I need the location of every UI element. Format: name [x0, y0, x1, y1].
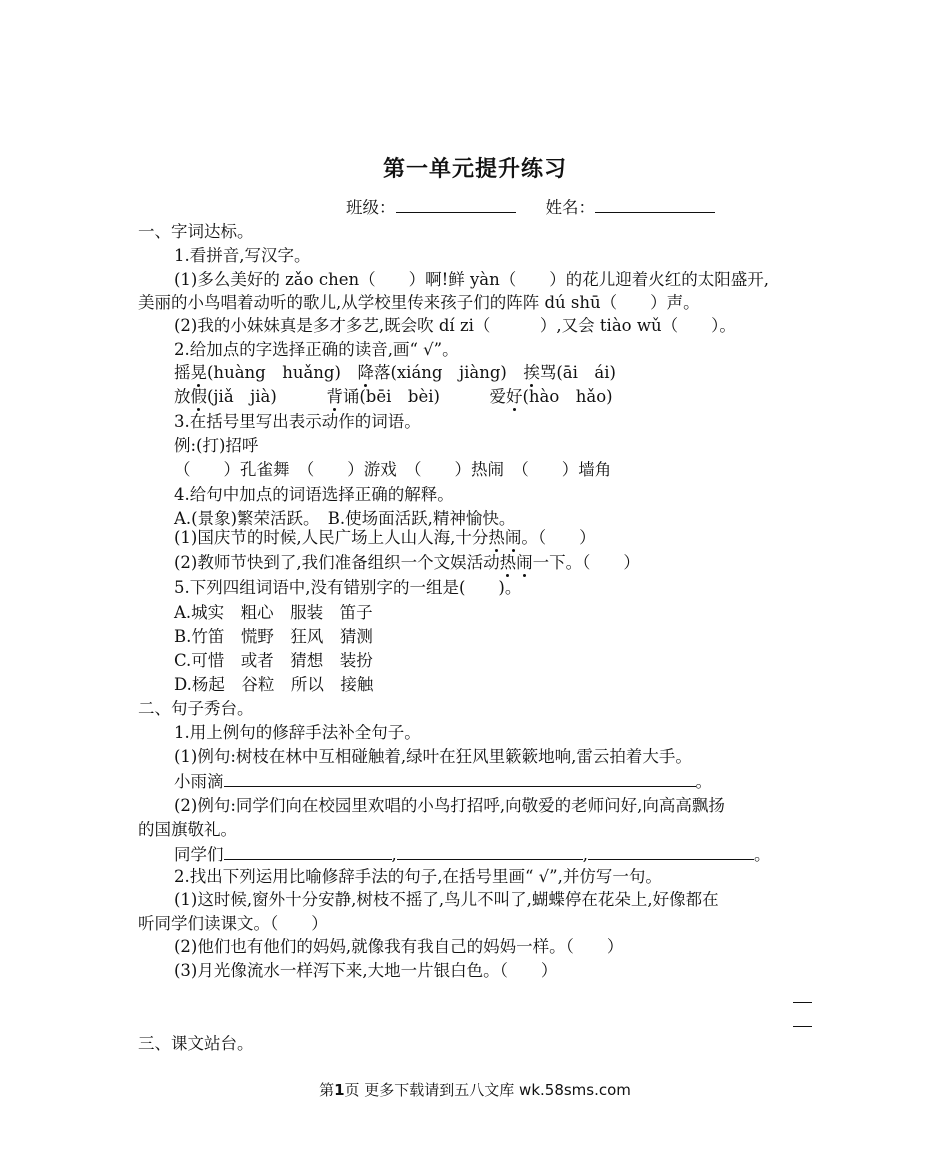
- dotted-char: 背: [326, 387, 343, 406]
- dotted-char: 好: [505, 387, 523, 406]
- answer-dash: [793, 1002, 812, 1003]
- page-footer: 第1页 更多下载请到五八文库 wk.58sms.com: [319, 1081, 631, 1099]
- q2-row2: 放假(jiǎ jià) 背诵(bēi bèi) 爱好(hào hǎo): [174, 387, 613, 406]
- section3-heading: 三、课文站台。: [138, 1034, 254, 1053]
- dotted-char: 热: [488, 528, 505, 547]
- header-fields: [346, 196, 715, 218]
- page-number: 1: [334, 1081, 345, 1099]
- q1-label: 1.看拼音,写汉字。: [174, 246, 311, 265]
- q1-line2: 美丽的小鸟唱着动听的歌儿,从学校里传来孩子们的阵阵 dú shū（ ）声。: [138, 293, 700, 312]
- dotted-char: 挨: [523, 363, 540, 382]
- s2q1-answer1: 小雨滴 。: [174, 772, 712, 791]
- s2q1-label: 1.用上例句的修辞手法补全句子。: [174, 723, 421, 742]
- answer-blank[interactable]: [588, 843, 754, 860]
- q4-label: 4.给句中加点的词语选择正确的解释。: [174, 485, 454, 504]
- class-label: 班级：: [346, 198, 396, 217]
- q4-sentence1: (1)国庆节的时候,人民广场上人山人海,十分热闹。（ ）: [174, 528, 596, 547]
- s2q2-label: 2.找出下列运用比喻修辞手法的句子,在括号里画“ √”,并仿写一句。: [174, 867, 662, 886]
- s2q2-sentence2: (2)他们也有他们的妈妈,就像我有我自己的妈妈一样。（ ）: [174, 937, 624, 956]
- s2q2-sentence1a: (1)这时候,窗外十分安静,树枝不摇了,鸟儿不叫了,蝴蝶停在花朵上,好像都在: [174, 890, 719, 909]
- dotted-char: 闹: [504, 528, 522, 547]
- section2-heading: 二、句子秀台。: [138, 699, 254, 718]
- dotted-char: 降: [357, 363, 374, 382]
- q5-option-b: B.竹笛 慌野 狂风 猜测: [174, 627, 373, 646]
- name-label: 姓名：: [545, 198, 595, 217]
- q4-options: A.(景象)繁荣活跃。 B.使场面活跃,精神愉快。: [174, 509, 516, 528]
- q3-label: 3.在括号里写出表示动作的词语。: [174, 412, 421, 431]
- q1-line3: (2)我的小妹妹真是多才多艺,既会吹 dí zi（ ）,又会 tiào wǔ（ ）。: [174, 316, 736, 335]
- q2-row1: 摇晃(huàng huǎng) 降落(xiáng jiàng) 挨骂(āi ái): [174, 363, 616, 382]
- name-blank[interactable]: [595, 196, 715, 213]
- dotted-char: 晃: [190, 363, 207, 382]
- answer-dash: [793, 1026, 812, 1027]
- dotted-char: 假: [190, 387, 207, 406]
- q1-line1: (1)多么美好的 zǎo chen（ ）啊!鲜 yàn（ ）的花儿迎着火红的太阳盛开,: [174, 270, 769, 289]
- s2q2-sentence1b: 听同学们读课文。（ ）: [138, 914, 328, 933]
- q3-items: （ ）孔雀舞 （ ）游戏 （ ）热闹 （ ）墙角: [174, 460, 612, 479]
- q5-option-c: C.可惜 或者 猜想 装扮: [174, 651, 373, 670]
- answer-blank[interactable]: [224, 770, 696, 787]
- answer-blank[interactable]: [397, 843, 583, 860]
- s2q1-example1: (1)例句:树枝在林中互相碰触着,绿叶在狂风里簌簌地响,雷云拍着大手。: [174, 747, 692, 766]
- page-title: 第一单元提升练习: [382, 157, 567, 182]
- s2q1-example2b: 的国旗敬礼。: [138, 820, 237, 839]
- s2q1-answer2: 同学们 , , 。: [174, 845, 771, 864]
- s2q2-sentence3: (3)月光像流水一样泻下来,大地一片银白色。（ ）: [174, 961, 558, 980]
- class-blank[interactable]: [396, 196, 516, 213]
- q5-option-d: D.杨起 谷粒 所以 接触: [174, 675, 374, 694]
- section1-heading: 一、字词达标。: [138, 222, 254, 241]
- answer-blank[interactable]: [224, 843, 392, 860]
- q3-example: 例:(打)招呼: [174, 436, 259, 455]
- dotted-char: 热: [499, 553, 517, 572]
- q2-label: 2.给加点的字选择正确的读音,画“ √”。: [174, 340, 459, 359]
- s2q1-example2a: (2)例句:同学们向在校园里欢唱的小鸟打招呼,向敬爱的老师问好,向高高飘扬: [174, 796, 725, 815]
- q4-sentence2: (2)教师节快到了,我们准备组织一个文娱活动热闹一下。（ ）: [174, 553, 640, 572]
- dotted-char: 闹: [516, 553, 533, 572]
- q5-option-a: A.城实 粗心 服装 笛子: [174, 603, 373, 622]
- q5-label: 5.下列四组词语中,没有错别字的一组是( )。: [174, 578, 522, 597]
